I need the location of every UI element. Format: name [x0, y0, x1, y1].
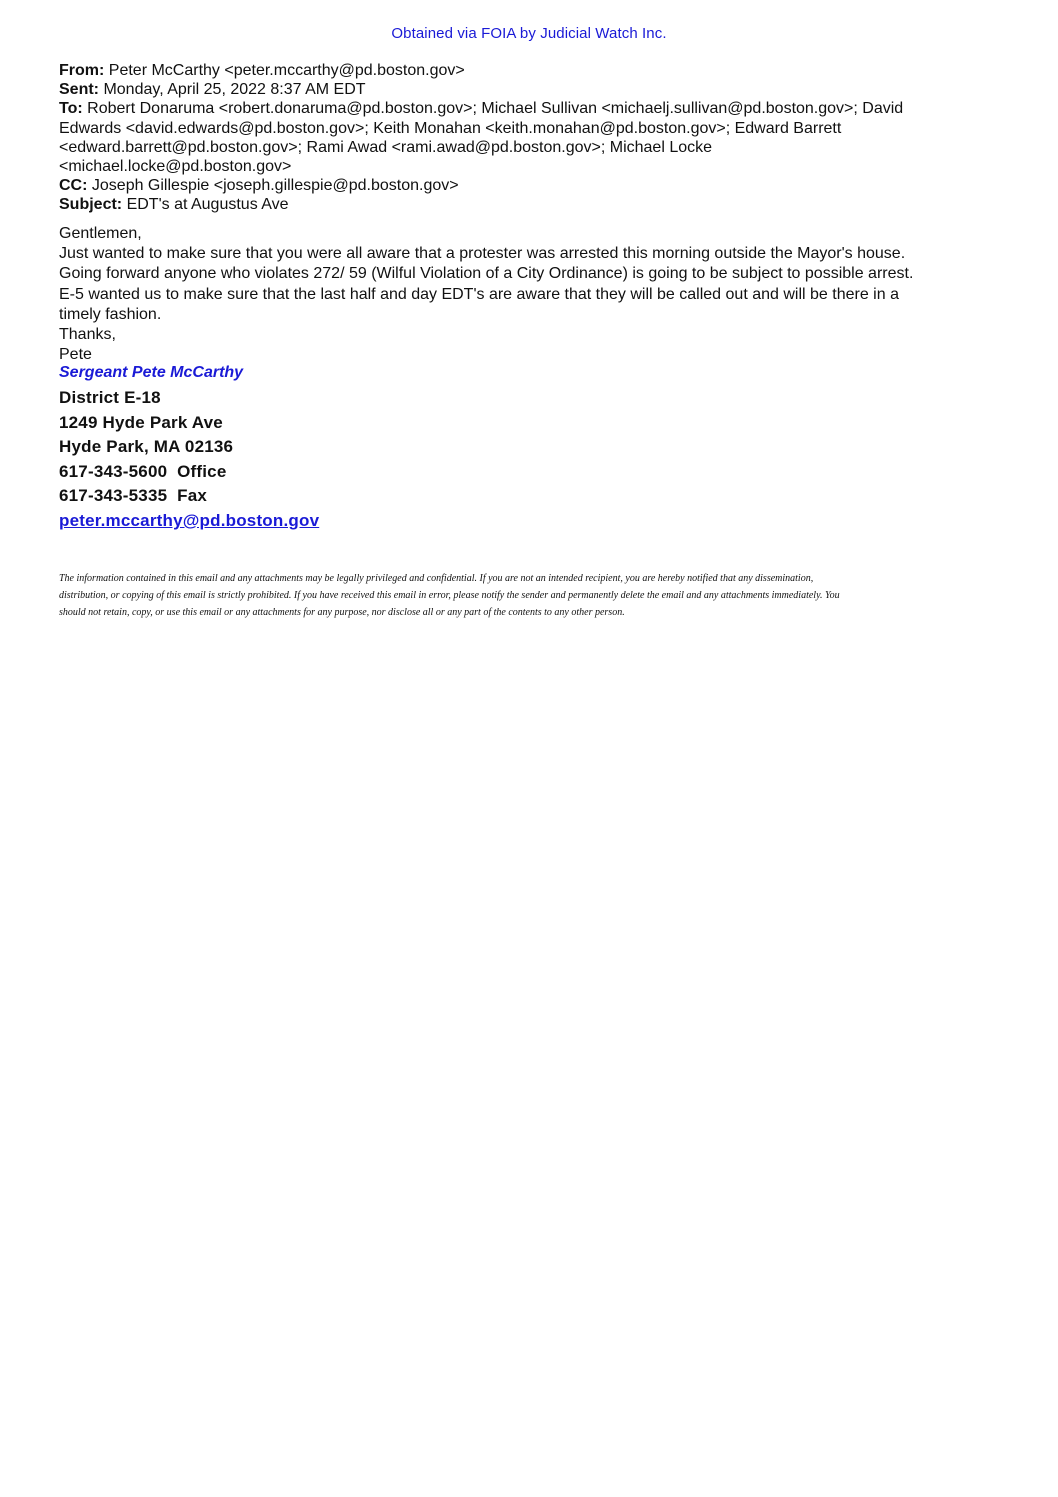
sent-value: Monday, April 25, 2022 8:37 AM EDT	[103, 81, 366, 99]
to-line-4: <michael.locke@pd.boston.gov>	[59, 158, 292, 176]
body-line-1: Just wanted to make sure that you were all aware that a protester was arrested this morning outside the Mayor's house.	[59, 245, 906, 263]
to-row	[59, 99, 989, 118]
subject-value: EDT's at Augustus Ave	[126, 196, 289, 214]
cc-label: CC:	[59, 177, 88, 195]
signature-email-link[interactable]: peter.mccarthy@pd.boston.gov	[59, 510, 320, 530]
disclaimer-line-3: should not retain, copy, or use this email or any attachments for any purpose, nor disclose all or any part of the contents to any other person.	[59, 607, 625, 618]
to-line-3: <edward.barrett@pd.boston.gov>; Rami Awad <rami.awad@pd.boston.gov>; Michael Locke	[59, 138, 713, 156]
email-body	[59, 224, 994, 365]
subject-row	[59, 195, 989, 214]
disclaimer-line-2: distribution, or copying of this email is strictly prohibited. If you have received this email in error, please notify the sender and permanently delete the email and any attachments immediately. You	[59, 590, 840, 601]
signature-city: Hyde Park, MA 02136	[59, 437, 234, 457]
disclaimer-line-1: The information contained in this email and any attachments may be legally privileged and confidential. If you are not an intended recipient, you are hereby notified that any dissemination,	[59, 573, 814, 584]
body-line-2: Going forward anyone who violates 272/ 59 (Wilful Violation of a City Ordinance) is going to be subject to possible arrest.	[59, 265, 914, 283]
sent-label: Sent:	[59, 81, 99, 99]
body-line-3: E-5 wanted us to make sure that the last half and day EDT's are aware that they will be called out and will be there in a	[59, 285, 899, 303]
signature-office-phone: 617-343-5600 Office	[59, 461, 227, 481]
greeting: Gentlemen,	[59, 225, 142, 242]
confidentiality-disclaimer	[59, 570, 994, 621]
cc-row	[59, 176, 989, 195]
foia-stamp: Obtained via FOIA by Judicial Watch Inc.	[391, 25, 667, 42]
email-header	[59, 61, 989, 215]
signature-fax: 617-343-5335 Fax	[59, 486, 208, 506]
cc-value: Joseph Gillespie <joseph.gillespie@pd.boston.gov>	[91, 177, 459, 195]
signature-block	[59, 386, 319, 534]
body-line-4: timely fashion.	[59, 305, 162, 323]
from-value: Peter McCarthy <peter.mccarthy@pd.boston.gov>	[108, 62, 465, 79]
sent-row	[59, 80, 989, 99]
to-line-1: Robert Donaruma <robert.donaruma@pd.boston.gov>; Michael Sullivan <michaelj.sullivan@pd.boston.gov>; David	[87, 100, 904, 118]
sender-first-name: Pete	[59, 346, 92, 364]
to-label: To:	[59, 100, 83, 118]
signature-title-name: Sergeant Pete McCarthy	[59, 364, 244, 381]
from-label: From:	[59, 62, 105, 79]
to-line-2: Edwards <david.edwards@pd.boston.gov>; Keith Monahan <keith.monahan@pd.boston.gov>; Edward Barrett	[59, 119, 842, 137]
subject-label: Subject:	[59, 196, 123, 214]
signature-street: 1249 Hyde Park Ave	[59, 412, 223, 432]
closing: Thanks,	[59, 326, 116, 344]
from-row	[59, 61, 989, 80]
signature-district: District E-18	[59, 388, 161, 407]
